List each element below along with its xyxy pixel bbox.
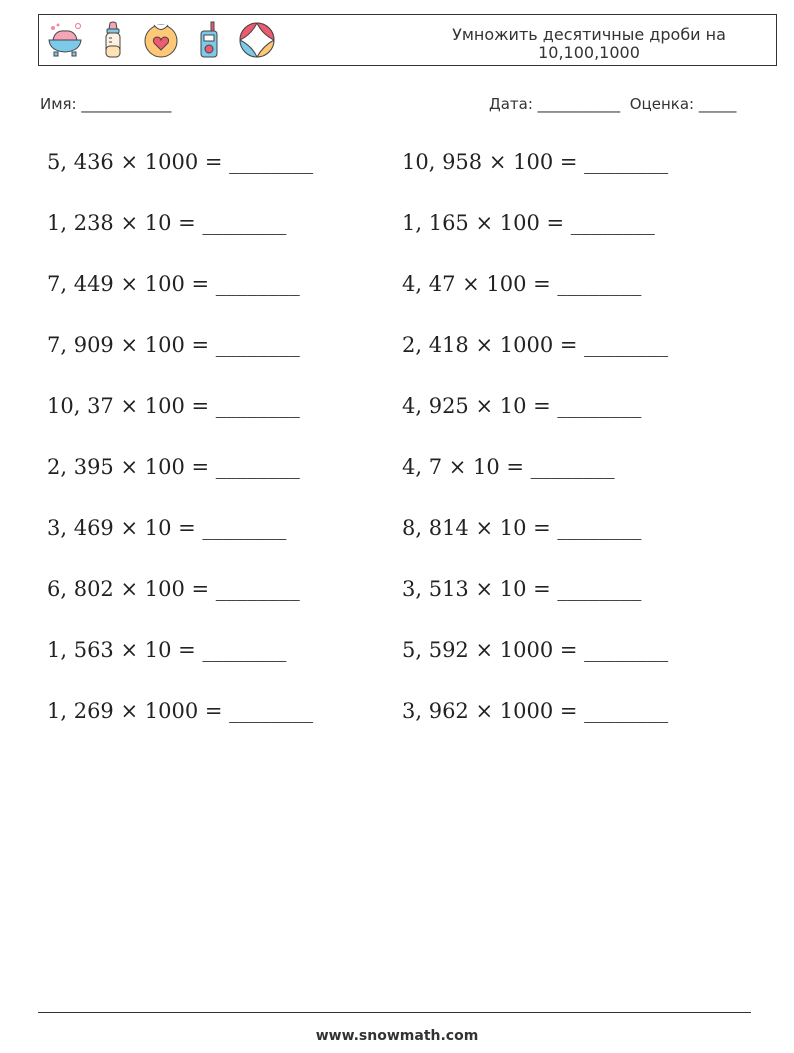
problem-left-5: 10, 37 × 100 = ________ [47,394,300,418]
grade-field: Оценка: _____ [629,95,737,113]
problem-right-10: 3, 962 × 1000 = ________ [402,699,669,723]
worksheet-title: Умножить десятичные дроби на 10,100,1000 [452,25,726,62]
footer-divider [38,1012,751,1013]
problem-left-7: 3, 469 × 10 = ________ [47,516,287,540]
problem-right-9: 5, 592 × 1000 = ________ [402,638,669,662]
name-field: Имя: ____________ [40,95,172,113]
problem-left-2: 1, 238 × 10 = ________ [47,211,287,235]
problem-right-8: 3, 513 × 10 = ________ [402,577,642,601]
problem-right-2: 1, 165 × 100 = ________ [402,211,655,235]
problem-left-10: 1, 269 × 1000 = ________ [47,699,314,723]
problem-right-7: 8, 814 × 10 = ________ [402,516,642,540]
problem-left-6: 2, 395 × 100 = ________ [47,455,300,479]
problem-right-3: 4, 47 × 100 = ________ [402,272,642,296]
date-field: Дата: ___________ [489,95,621,113]
problem-right-6: 4, 7 × 10 = ________ [402,455,615,479]
problem-left-4: 7, 909 × 100 = ________ [47,333,300,357]
problem-left-3: 7, 449 × 100 = ________ [47,272,300,296]
problem-left-8: 6, 802 × 100 = ________ [47,577,300,601]
problem-left-9: 1, 563 × 10 = ________ [47,638,287,662]
problem-right-1: 10, 958 × 100 = ________ [402,150,669,174]
problem-right-5: 4, 925 × 10 = ________ [402,394,642,418]
problem-right-4: 2, 418 × 1000 = ________ [402,333,669,357]
problem-left-1: 5, 436 × 1000 = ________ [47,150,314,174]
footer-url: www.snowmath.com [315,1028,479,1044]
